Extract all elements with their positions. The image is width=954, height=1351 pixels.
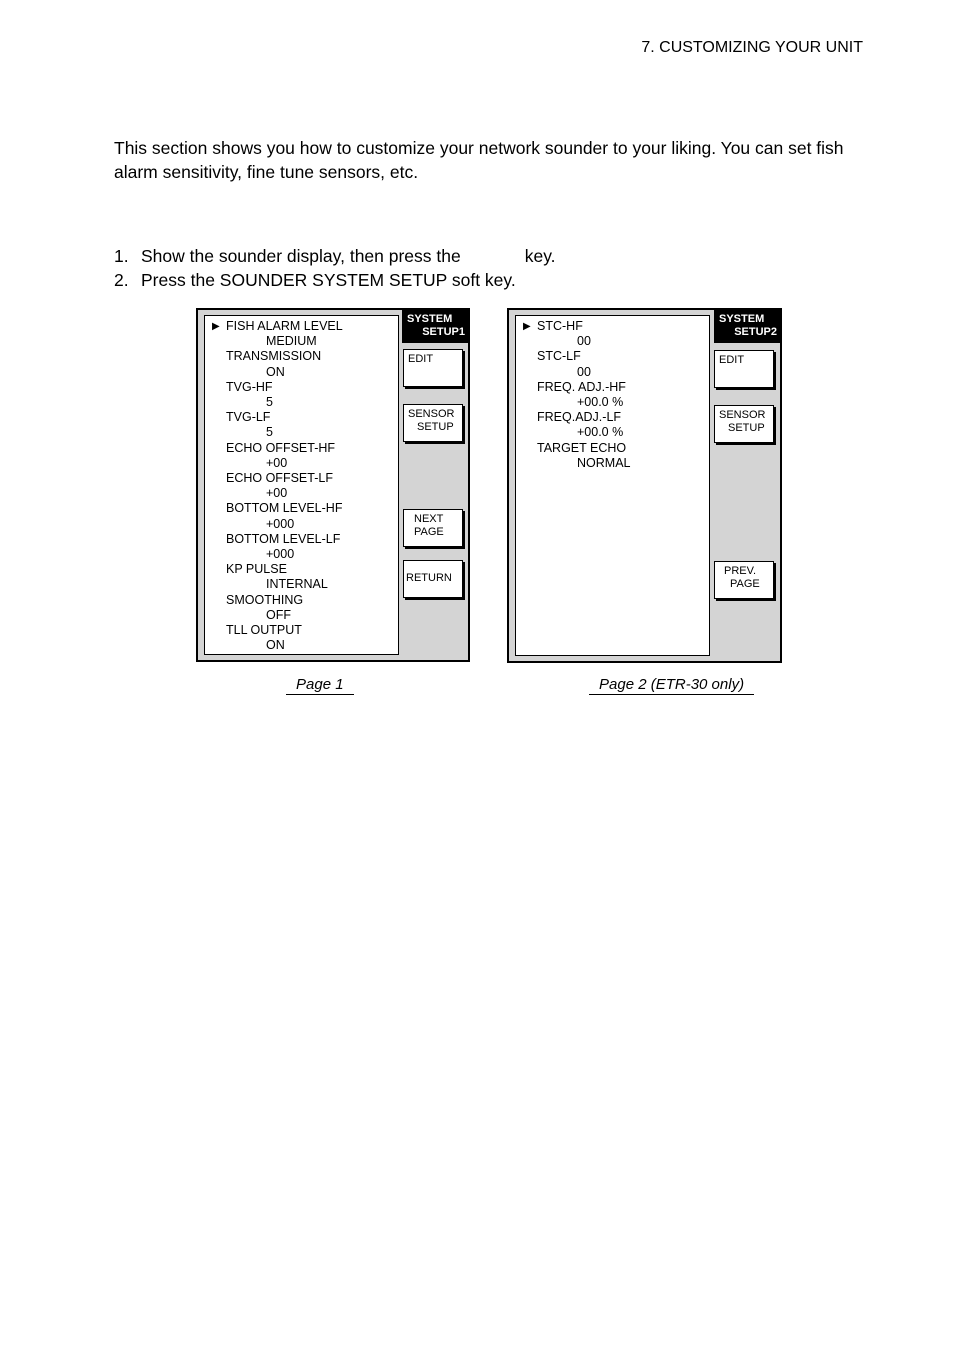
menu-item-value: ON bbox=[266, 638, 285, 653]
menu-item-value: ON bbox=[266, 364, 285, 379]
menu-item[interactable] bbox=[205, 380, 398, 410]
cursor-arrow-icon: ▶ bbox=[523, 321, 531, 332]
menu-item-label: BOTTOM LEVEL-HF bbox=[226, 501, 343, 516]
page2-caption: Page 2 (ETR-30 only) bbox=[589, 676, 754, 695]
menu-item-label: TVG-LF bbox=[226, 410, 271, 425]
menu-item[interactable] bbox=[205, 410, 398, 440]
menu-item-value: +00 bbox=[266, 455, 288, 470]
menu-item-value: MEDIUM bbox=[266, 334, 317, 349]
menu-list-page2 bbox=[515, 315, 710, 656]
menu-item-label: STC-HF bbox=[537, 319, 583, 333]
step-1 bbox=[114, 246, 556, 267]
menu-item[interactable] bbox=[205, 593, 398, 623]
menu-item-label: TVG-HF bbox=[226, 379, 273, 394]
menu-item-label: KP PULSE bbox=[226, 562, 287, 577]
menu-item-value: INTERNAL bbox=[266, 577, 328, 592]
menu-item-label: TLL OUTPUT bbox=[226, 623, 302, 638]
page1-caption: Page 1 bbox=[286, 676, 354, 695]
system-setup-page2-panel bbox=[507, 308, 782, 663]
menu-item[interactable] bbox=[516, 441, 709, 471]
menu-item-value: NORMAL bbox=[577, 455, 631, 470]
menu-item[interactable] bbox=[205, 471, 398, 501]
menu-item-value: +00.0 % bbox=[577, 395, 624, 410]
sensor-setup-button[interactable]: SENSOR SETUP bbox=[714, 405, 774, 443]
prev-page-button[interactable]: PREV. PAGE bbox=[714, 561, 774, 599]
menu-item-value: 5 bbox=[266, 395, 273, 410]
sensor-setup-button[interactable]: SENSOR SETUP bbox=[403, 404, 463, 442]
menu-title: SYSTEM SETUP1 bbox=[402, 310, 468, 343]
section-header: 7. CUSTOMIZING YOUR UNIT bbox=[641, 39, 863, 56]
step-text-after: key. bbox=[524, 246, 556, 266]
menu-item-label: FREQ. ADJ.-HF bbox=[537, 379, 626, 394]
menu-item[interactable] bbox=[205, 319, 398, 349]
next-page-button[interactable]: NEXT PAGE bbox=[403, 509, 463, 547]
menu-item-label: BOTTOM LEVEL-LF bbox=[226, 531, 341, 546]
menu-item[interactable] bbox=[516, 349, 709, 379]
return-button[interactable]: RETURN bbox=[403, 560, 463, 598]
menu-item[interactable] bbox=[205, 532, 398, 562]
menu-item[interactable] bbox=[205, 623, 398, 653]
step-number: 1. bbox=[114, 246, 129, 266]
menu-list-page1 bbox=[204, 315, 399, 655]
edit-button[interactable]: EDIT bbox=[714, 350, 774, 388]
menu-item-label: TARGET ECHO bbox=[537, 440, 627, 455]
menu-item-label: FISH ALARM LEVEL bbox=[226, 319, 343, 333]
menu-item-value: +000 bbox=[266, 547, 295, 562]
menu-item[interactable] bbox=[516, 319, 709, 349]
step-number: 2. bbox=[114, 270, 129, 290]
menu-title: SYSTEM SETUP2 bbox=[714, 310, 780, 343]
menu-item-value: +00 bbox=[266, 486, 288, 501]
step-2 bbox=[114, 270, 516, 291]
edit-button[interactable]: EDIT bbox=[403, 349, 463, 387]
menu-item-label: STC-LF bbox=[537, 349, 581, 364]
menu-item[interactable] bbox=[205, 349, 398, 379]
menu-item-label: ECHO OFFSET-LF bbox=[226, 471, 333, 486]
menu-item-label: TRANSMISSION bbox=[226, 349, 322, 364]
menu-item-value: 00 bbox=[577, 334, 591, 349]
menu-item-value: 00 bbox=[577, 364, 591, 379]
step-text: Press the SOUNDER SYSTEM SETUP soft key. bbox=[141, 270, 516, 290]
menu-item[interactable] bbox=[205, 441, 398, 471]
menu-item[interactable] bbox=[516, 380, 709, 410]
menu-item-label: SMOOTHING bbox=[226, 592, 304, 607]
menu-item-value: +000 bbox=[266, 516, 295, 531]
menu-item-value: 5 bbox=[266, 425, 273, 440]
step-text: Show the sounder display, then press the bbox=[141, 246, 461, 266]
system-setup-page1-panel bbox=[196, 308, 470, 662]
menu-item-value: +00.0 % bbox=[577, 425, 624, 440]
menu-item-value: OFF bbox=[266, 607, 291, 622]
cursor-arrow-icon: ▶ bbox=[212, 321, 220, 332]
menu-item-label: ECHO OFFSET-HF bbox=[226, 440, 336, 455]
menu-item-label: FREQ.ADJ.-LF bbox=[537, 410, 622, 425]
menu-item[interactable] bbox=[205, 562, 398, 592]
menu-item[interactable] bbox=[516, 410, 709, 440]
intro-paragraph: This section shows you how to customize your network sounder to your liking. You can set fish alarm sensitivity, fine tune sensors, etc. bbox=[114, 138, 844, 182]
menu-item[interactable] bbox=[205, 501, 398, 531]
